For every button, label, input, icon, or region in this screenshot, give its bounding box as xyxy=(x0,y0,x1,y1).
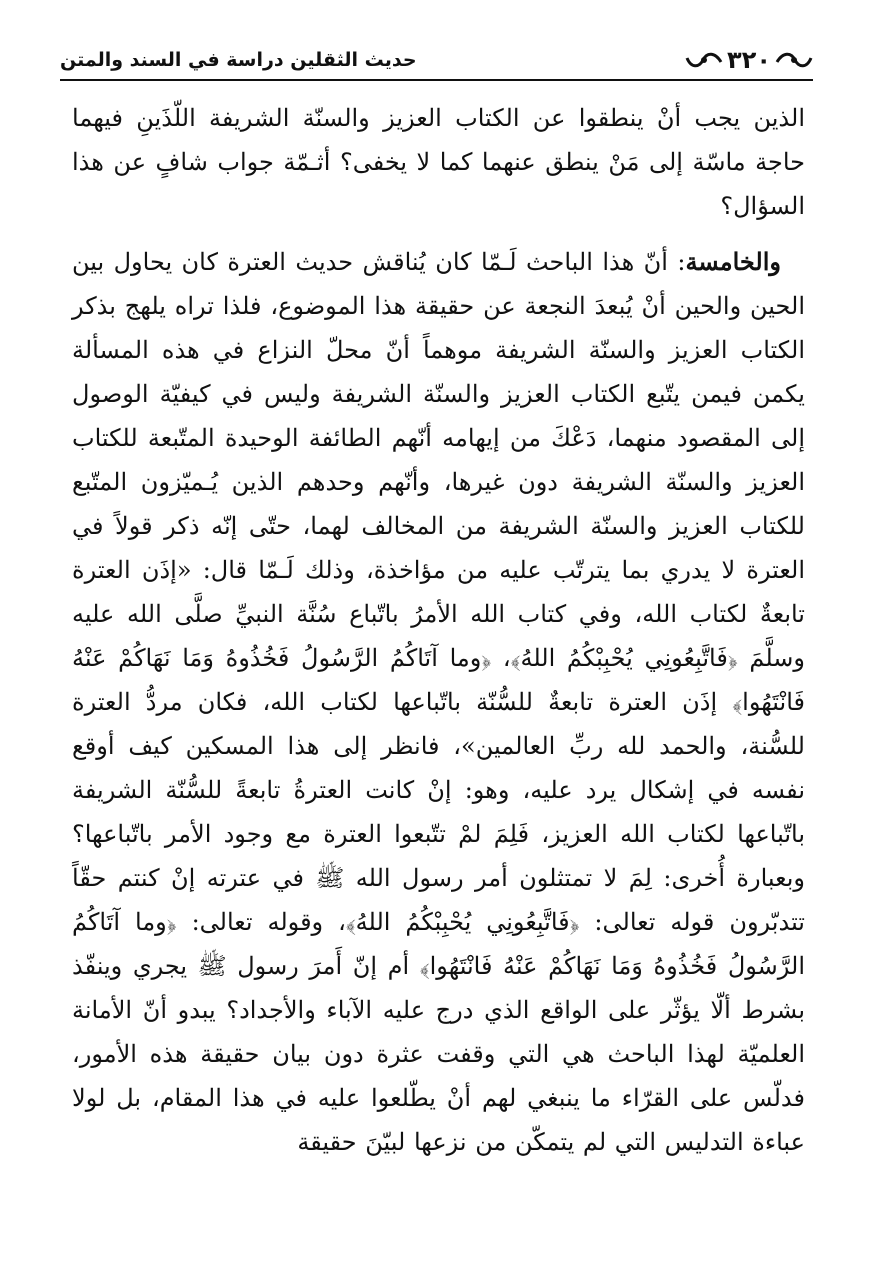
running-title: حديث الثقلين دراسة في السند والمتن xyxy=(60,49,417,71)
paragraph-2-lead-word: والخامسة xyxy=(685,247,781,276)
page-number: ٣٢٠ xyxy=(727,46,771,74)
body-text xyxy=(72,96,805,1164)
page-number-ornament xyxy=(685,46,813,74)
paragraph-1: الذين يجب أنْ ينطقوا عن الكتاب العزيز والسنّة الشريفة اللّذَينِ فيهما حاجة ماسّة إلى مَنْ ينطق عنهما كما لا يخفى؟ أثـمّة جواب شافٍ عن هذا السؤال؟ xyxy=(72,104,805,220)
ornament-left-flourish-icon xyxy=(685,50,723,70)
ornament-right-flourish-icon xyxy=(775,50,813,70)
header-divider xyxy=(60,79,813,81)
page-header xyxy=(60,30,813,74)
paragraph-2-text: : أنّ هذا الباحث لَـمّا كان يُناقش حديث العترة كان يحاول بين الحين والحين أنْ يُبعدَ النجعة عن حقيقة هذا الموضوع، فلذا تراه يلهج بذكر الكتاب العزيز والسنّة الشريفة موهماً أنّ محلّ النزاع في هذه المسألة يكمن فيمن يتّبع الكتاب العزيز والسنّة الشريفة وليس في كيفيّة الوصول إلى المقصود منهما، دَعْكَ من إيهامه أنّهم الطائفة الوحيدة المتّبعة للكتاب العزيز والسنّة الشريفة دون غيرها، وأنّهم وحدهم الذين يُـميّزون المتّبع للكتاب العزيز والسنّة الشريفة من المخالف لهما، حتّى إنّه ذكر قولاً في العترة لا يدري بما يترتّب عليه من مؤاخذة، وذلك لَـمّا قال: «إذَن العترة تابعةٌ لكتاب الله، وفي كتاب الله الأمرُ باتّباع سُنَّة النبيِّ صلَّى الله عليه وسلَّمَ ﴿فَاتَّبِعُونِي يُحْبِبْكُمُ اللهُ﴾، ﴿وما آتَاكُمُ الرَّسُولُ فَخُذُوهُ وَمَا نَهَاكُمْ عَنْهُ فَانْتَهُوا﴾ إذَن العترة تابعةٌ للسُّنّة باتّباعها لكتاب الله، فكان مردُّ العترة للسُّنة، والحمد لله ربِّ العالمين»، فانظر إلى هذا المسكين كيف أوقع نفسه في إشكال يرد عليه، وهو: إنْ كانت العترةُ تابعةً للسُّنّة الشريفة باتّباعها لكتاب الله العزيز، فَلِمَ لمْ تتّبعوا العترة مع وجود الأمر باتّباعها؟ وبعبارة أُخرى: لِمَ لا تمتثلون أمر رسول الله ﷺ في عترته إنْ كنتم حقّاً تتدبّرون قوله تعالى: ﴿فَاتَّبِعُونِي يُحْبِبْكُمُ اللهُ﴾، وقوله تعالى: ﴿وما آتَاكُمُ الرَّسُولُ فَخُذُوهُ وَمَا نَهَاكُمْ عَنْهُ فَانْتَهُوا﴾ أم إنّ أَمرَ رسول ﷺ يجري وينفّذ بشرط ألّا يؤثّر على الواقع الذي درج عليه الآباء والأجداد؟ يبدو أنّ الأمانة العلميّة لهذا الباحث هي التي وقفت عثرة دون بيان حقيقة هذه الأمور، فدلّس على القرّاء ما ينبغي لهم أنْ يطّلعوا عليه في هذا المقام، بل لولا عباءة التدليس التي لم يتمكّن من نزعها لبيّنَ حقيقة xyxy=(72,248,806,1156)
paragraph-2 xyxy=(72,240,805,1164)
